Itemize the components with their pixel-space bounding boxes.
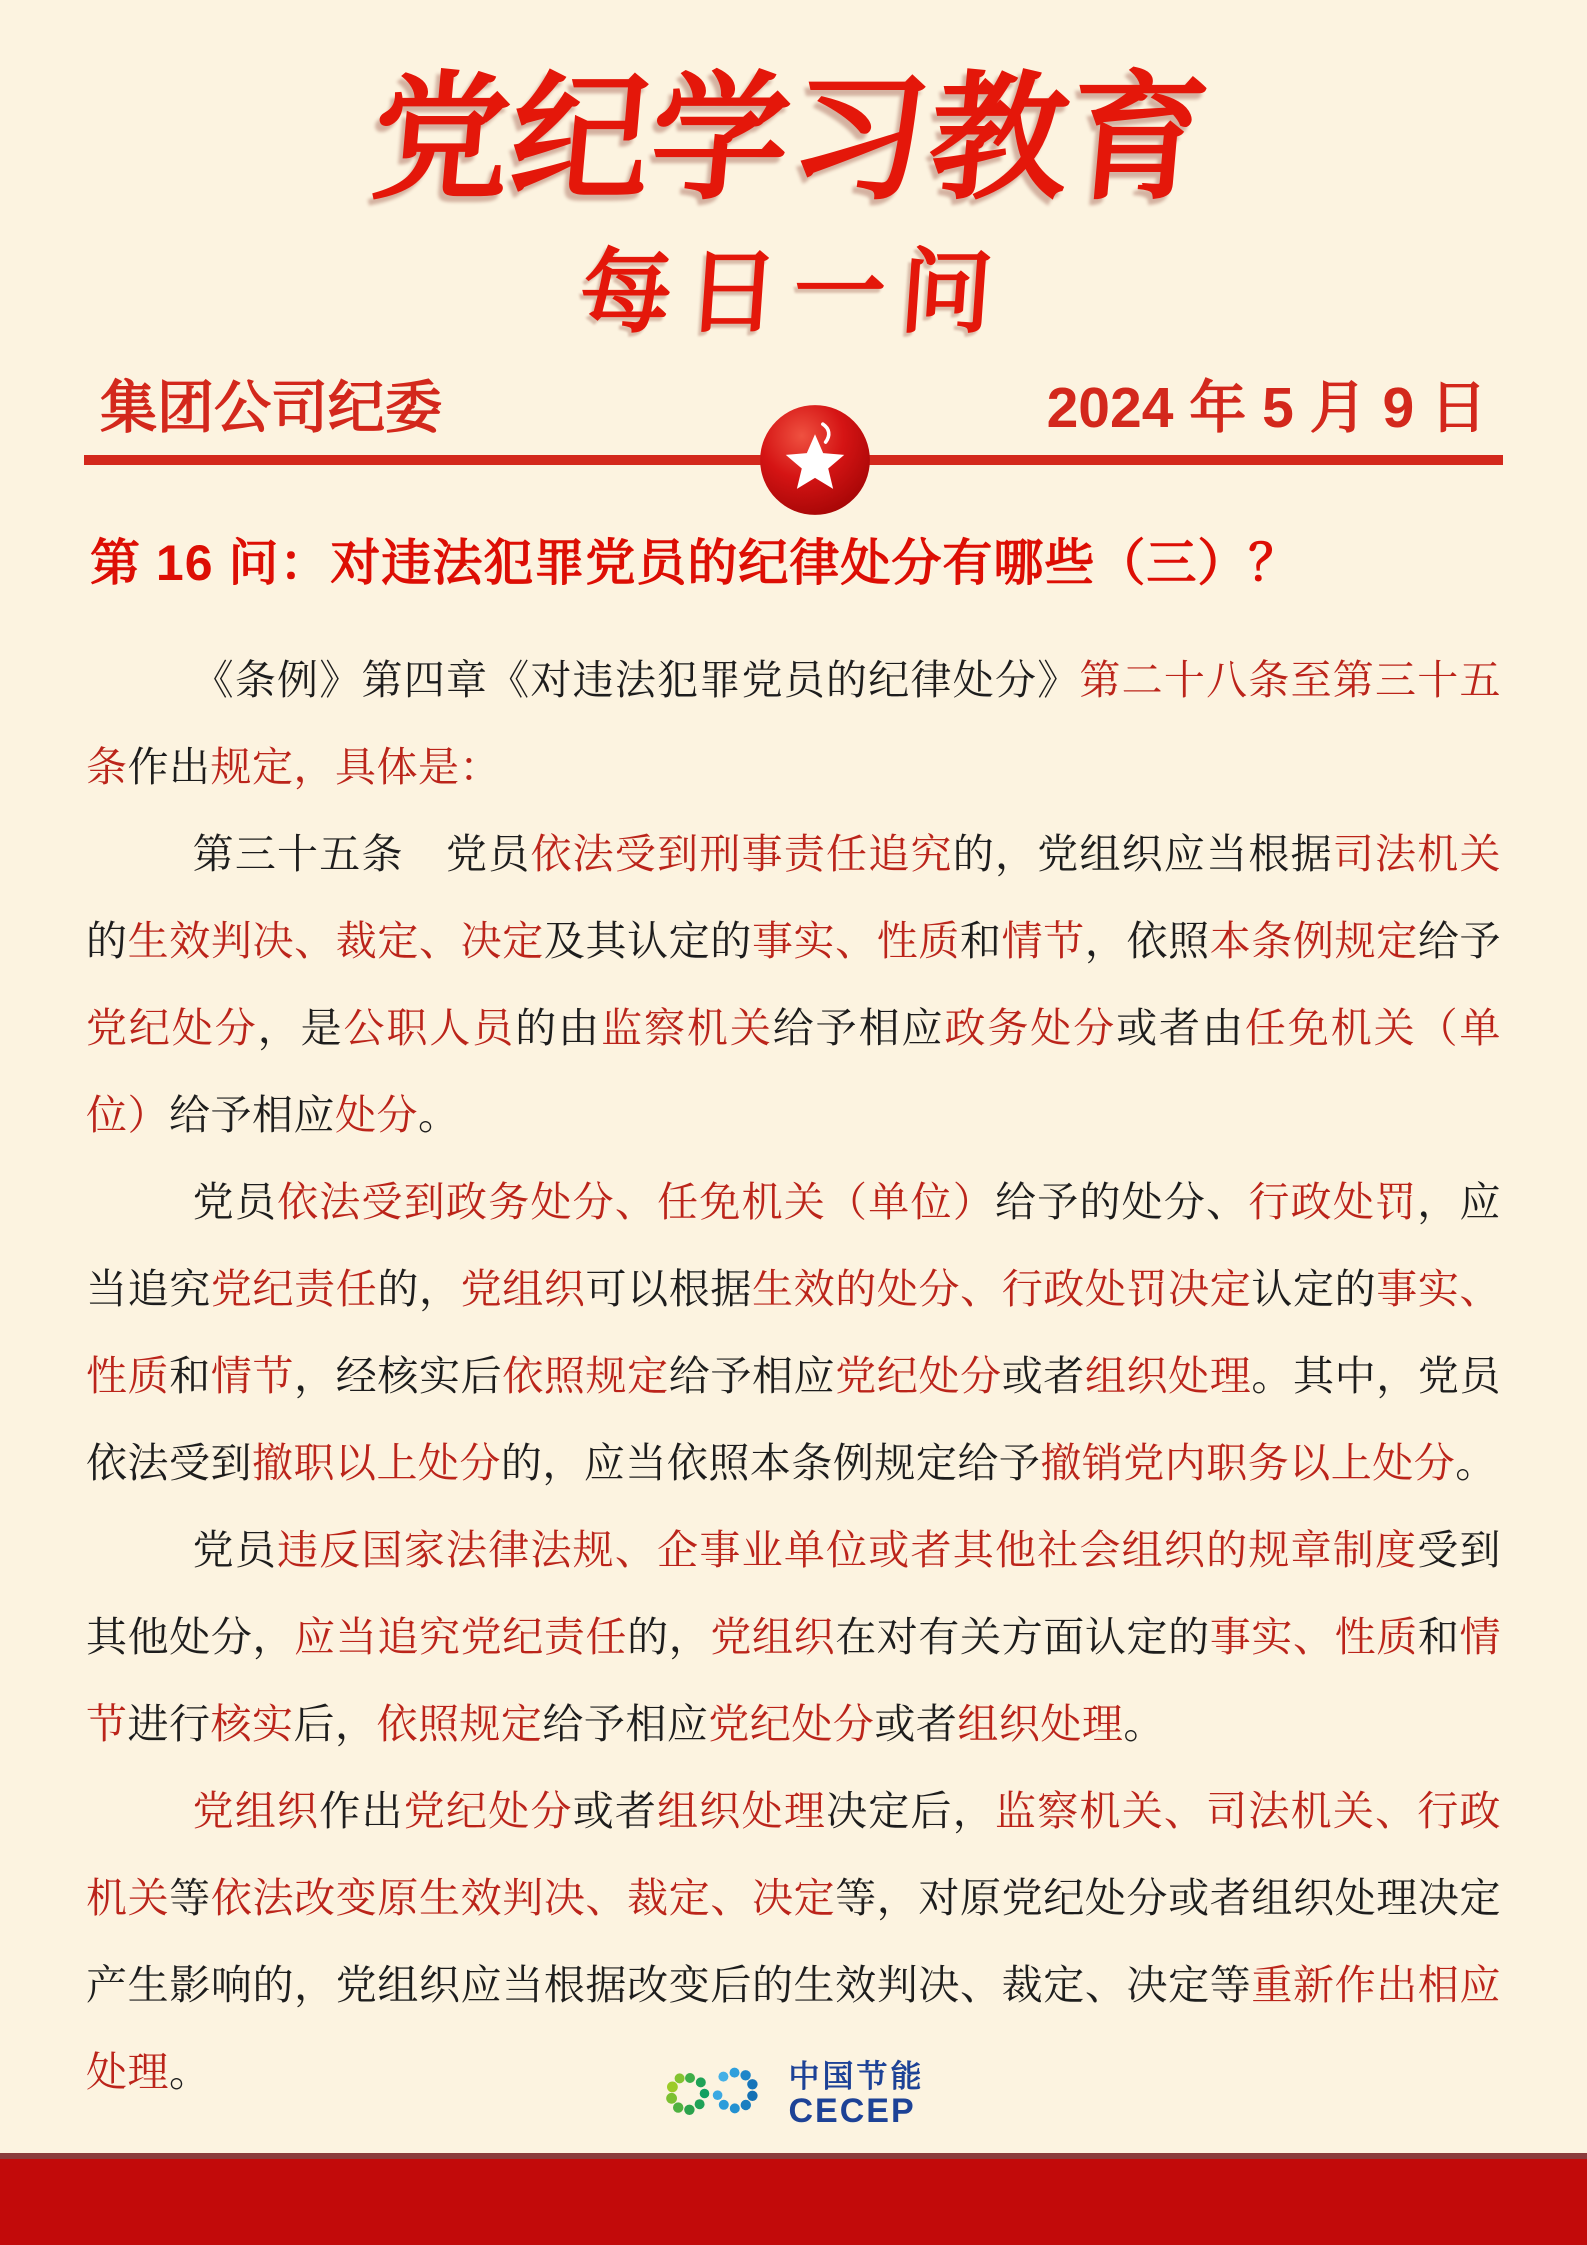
text-run-red: 组织处理 (657, 1787, 827, 1834)
text-run-black: 或者 (572, 1787, 658, 1834)
text-run-black: 或者 (874, 1700, 958, 1747)
text-run-red: 生效的处分、行政处罚决定 (751, 1265, 1252, 1312)
text-run-black: 受到其他处分， (86, 1526, 1502, 1660)
paragraph (86, 1159, 1501, 1507)
page-title: 党纪学习教育 (365, 62, 1216, 216)
paragraph (86, 637, 1501, 811)
footer (0, 2058, 1587, 2132)
text-run-red: 第二十八条至第三十五条 (86, 656, 1501, 790)
logo-text (789, 2060, 925, 2130)
text-run-red: 违反国家法律法规、企事业单位或者其他社会组织的规章制度 (277, 1526, 1418, 1573)
text-run-red: 政务处分 (944, 1004, 1117, 1051)
text-run-red: 重新作出相应处理 (86, 1961, 1502, 2095)
text-run-black: 党员 (192, 1178, 278, 1225)
text-run-red: 行政处罚 (1248, 1178, 1418, 1225)
text-run-black: 给予相应 (168, 1091, 335, 1138)
text-run-black: ，经核实后 (294, 1352, 503, 1399)
text-run-red: 依照规定 (376, 1700, 543, 1747)
text-run-black: ，是 (257, 1004, 344, 1051)
text-run-black: 或者由 (1116, 1004, 1245, 1051)
text-run-black: 在对有关方面认定的 (835, 1613, 1210, 1660)
text-run-black: 。 (168, 2048, 211, 2095)
text-run-black: 给予的处分、 (994, 1178, 1249, 1225)
text-run-black: 和 (960, 917, 1002, 964)
text-run-red: 监察机关、司法机关、行政机关 (86, 1787, 1502, 1921)
question-text: 第 16 问：对违法犯罪党员的纪律处分有哪些（三）？ (90, 534, 1300, 591)
text-run-red: 处分 (334, 1091, 418, 1138)
logo-cn-label: 中国节能 (788, 2059, 925, 2095)
article-body (0, 637, 1587, 2116)
text-run-red: 生效判决、裁定、决定 (127, 917, 544, 964)
date-label: 2024 年 5 月 9 日 (1046, 375, 1487, 440)
text-run-black: 作出 (127, 743, 211, 790)
text-run-red: 任免机关（单位） (86, 1004, 1501, 1138)
text-run-red: 党纪处分 (835, 1352, 1002, 1399)
text-run-black: 认定的 (1251, 1265, 1377, 1312)
text-run-black: 。 (1455, 1439, 1497, 1486)
text-run-black: 的， (627, 1613, 711, 1660)
paragraph (86, 811, 1501, 1159)
text-run-red: 司法机关 (1332, 830, 1502, 877)
text-run-red: 依法改变原生效判决、裁定、决定 (210, 1874, 836, 1921)
text-run-red: 依法受到刑事责任追究 (530, 830, 953, 877)
text-run-black: 进行 (127, 1700, 211, 1747)
text-run-red: 规定，具体是： (210, 743, 501, 790)
text-run-red: 依法受到政务处分、任免机关（单位） (277, 1178, 995, 1225)
text-run-red: 监察机关 (601, 1004, 773, 1051)
text-run-black: ，依照 (1084, 917, 1210, 964)
text-run-red: 事实、性质 (86, 1265, 1502, 1399)
text-run-black: 作出 (319, 1787, 404, 1834)
bottom-band (0, 2153, 1587, 2245)
text-run-red: 党纪处分 (86, 1004, 258, 1051)
text-run-red: 事实、性质 (1209, 1613, 1418, 1660)
text-run-black: 《条例》第四章《对违法犯罪党员的纪律处分》 (192, 656, 1080, 703)
text-run-black: 给予相应 (542, 1700, 709, 1747)
text-run-black: 等，对原党纪处分或者组织处理决定产生影响的，党组织应当根据改变后的生效判决、裁定、决定等 (86, 1874, 1501, 2008)
text-run-red: 党纪责任 (210, 1265, 378, 1312)
text-run-black: 给予相应 (772, 1004, 945, 1051)
page-subtitle: 每日一问 (576, 241, 1011, 344)
text-run-red: 撤销党内职务以上处分 (1040, 1439, 1456, 1486)
cecep-logo (663, 2058, 925, 2132)
question-title (0, 533, 1587, 593)
text-run-red: 依照规定 (502, 1352, 669, 1399)
text-run-black: 的 (86, 917, 128, 964)
text-run-red: 党组织 (710, 1613, 836, 1660)
text-run-red: 组织处理 (957, 1700, 1124, 1747)
text-run-red: 公职人员 (343, 1004, 516, 1051)
paragraph (86, 1507, 1501, 1768)
text-run-red: 核实 (210, 1700, 294, 1747)
star-icon (759, 401, 871, 519)
text-run-red: 事实、性质 (751, 917, 961, 964)
text-run-black: 第三十五条 党员 (192, 830, 531, 877)
text-run-red: 党纪处分 (403, 1787, 573, 1834)
text-run-red: 组织处理 (1084, 1352, 1252, 1399)
text-run-black: 和 (169, 1352, 211, 1399)
text-run-black: 后， (293, 1700, 377, 1747)
text-run-red: 情节 (1001, 917, 1085, 964)
text-run-black: 的， (377, 1265, 461, 1312)
text-run-red: 撤职以上处分 (251, 1439, 501, 1486)
text-run-red: 本条例规定 (1209, 917, 1418, 964)
text-run-black: ，应当追究 (86, 1178, 1502, 1312)
text-run-red: 党组织 (192, 1787, 320, 1834)
text-run-black: 及其认定的 (543, 917, 752, 964)
text-run-black: 。 (417, 1091, 460, 1138)
text-run-black: 给予 (1417, 917, 1502, 964)
text-run-red: 应当追究党纪责任 (294, 1613, 628, 1660)
text-run-black: 决定后， (826, 1787, 995, 1834)
text-run-black: 等 (169, 1874, 211, 1921)
text-run-black: 。 (1123, 1700, 1165, 1747)
logo-en-label: CECEP (788, 2092, 916, 2131)
cecep-dots-icon (663, 2058, 773, 2132)
text-run-red: 党组织 (460, 1265, 586, 1312)
text-run-black: 党员 (192, 1526, 278, 1573)
org-label: 集团公司纪委 (100, 375, 442, 440)
text-run-red: 情节 (86, 1613, 1501, 1747)
text-run-red: 情节 (210, 1352, 295, 1399)
text-run-black: 可以根据 (585, 1265, 752, 1312)
text-run-red: 党纪处分 (708, 1700, 875, 1747)
text-run-black: 的由 (515, 1004, 602, 1051)
star-badge (759, 401, 871, 519)
text-run-black: 的，应当依照本条例规定给予 (500, 1439, 1041, 1486)
text-run-black: 。其中，党员依法受到 (86, 1352, 1502, 1486)
text-run-black: 和 (1417, 1613, 1460, 1660)
text-run-black: 或者 (1001, 1352, 1085, 1399)
divider-line (84, 455, 1503, 465)
text-run-black: 给予相应 (668, 1352, 836, 1399)
text-run-black: 的，党组织应当根据 (952, 830, 1333, 877)
